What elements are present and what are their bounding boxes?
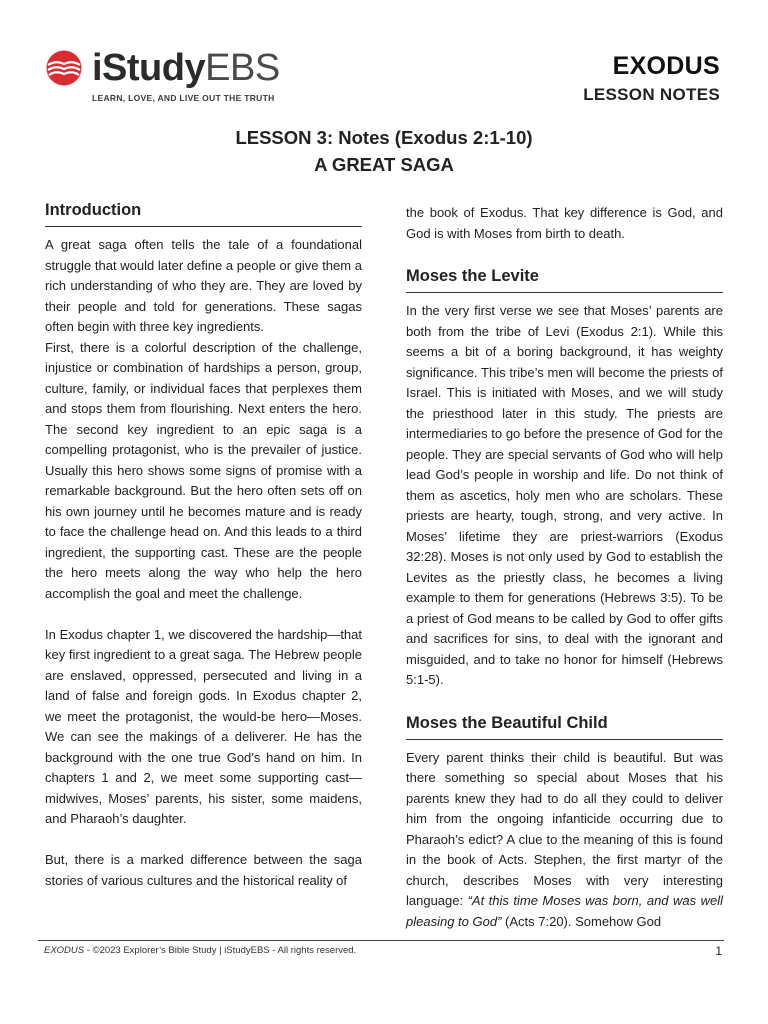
istudyebs-emblem-icon — [44, 48, 84, 88]
lesson-title-line1: LESSON 3: Notes (Exodus 2:1-10) — [235, 127, 533, 148]
beautiful-child-text-end: (Acts 7:20). Somehow God — [501, 913, 662, 929]
brand-wordmark — [92, 48, 280, 88]
intro-paragraph-4-continued: the book of Exodus. That key difference is God, and God is with Moses from birth to death. — [406, 205, 723, 241]
page-number: 1 — [715, 944, 722, 958]
beautiful-child-text: Every parent thinks their child is beautiful. But was there something so special about Moses that his parents knew they had to do all they could to deliver him from the ongoing infanticide occurring due to Pharaoh’s edict? A clue to the meaning of this is found in the book of Acts. Stephen, the first martyr of the church, describes Moses with very interesting language: — [406, 749, 723, 908]
brand-bold-text: iStudy — [92, 47, 206, 89]
acts-quote: “At this time Moses was born, and was well pleasing to God” — [406, 893, 723, 929]
lesson-title-line2: A GREAT SAGA — [314, 154, 454, 175]
intro-paragraph-2: First, there is a colorful description of the challenge, injustice or combination of hardships a person, group, culture, family, or individual faces that perplexes them and stops them from flourishing. Next enters the hero. The second key ingredient to an epic saga is a compelling protagonist, who is the prevailer of justice. Usually this hero shows some signs of promise with a remarkable background. But the hero often sets off on his own journey until he becomes mature and is ready to face the challenge head on. And this leads to a third ingredient, the supporting cast. These are the people the hero meets along the way who help the hero accomplish the goal and meet the challenge. — [45, 339, 362, 601]
istudyebs-logo[interactable] — [44, 48, 304, 108]
brand-tagline: LEARN, LOVE, AND LIVE OUT THE TRUTH — [92, 93, 275, 103]
beautiful-child-paragraph — [406, 748, 723, 933]
brand-light-text: EBS — [205, 47, 280, 89]
footer-divider — [38, 940, 724, 941]
book-title: EXODUS — [612, 52, 720, 80]
beautiful-child-heading: Moses the Beautiful Child — [406, 713, 723, 740]
intro-heading: Introduction — [45, 200, 362, 227]
intro-paragraph-4: But, there is a marked difference between the saga stories of various cultures and the historical reality of — [45, 852, 362, 888]
footer-book: EXODUS — [44, 945, 85, 956]
right-column — [406, 203, 723, 932]
lesson-notes-label: LESSON NOTES — [583, 85, 720, 104]
footer-rights: - ©2023 Explorer’s Bible Study | iStudyEBS - All rights reserved. — [84, 945, 357, 956]
intro-paragraph-3: In Exodus chapter 1, we discovered the hardship—that key first ingredient to a great saga. The Hebrew people are enslaved, oppressed, persecuted and living in a land of false and foreign gods. In Exodus chapter 2, we meet the protagonist, the would-be hero—Moses. We can see the makings of a deliverer. He has the background with the one true God’s hand on him. In chapters 1 and 2, we meet some supporting cast—midwives, Moses’ parents, his sister, some maidens, and Pharaoh’s daughter. — [45, 626, 362, 826]
left-column — [45, 200, 362, 891]
lesson-title — [0, 124, 768, 178]
levite-heading: Moses the Levite — [406, 266, 723, 293]
levite-paragraph: In the very first verse we see that Moses’ parents are both from the tribe of Levi (Exodus 2:1). While this seems a bit of a boring background, it has weighty significance. This tribe’s men will become the priests of Israel. This is initiated with Moses, and we will study the priesthood later in this study. The priests are intermediaries to go before the presence of God for the people. They are special servants of God who will help lead God’s people in worship and life. Do not think of them as ascetics, holy men who are scholars. These priests are hearty, tough, strong, and very active. In Moses’ lifetime they are priest-warriors (Exodus 32:28). Moses is not only used by God to establish the Levites as the priestly class, he becomes a living example to them for generations (Hebrews 3:5). To be a priest of God means to be called by God to offer gifts and sacrifices for sins, to deal with the ignorant and misguided, and to take no honor for himself (Hebrews 5:1-5). — [406, 303, 723, 687]
footer-copyright — [44, 945, 356, 956]
intro-paragraph-1: A great saga often tells the tale of a foundational struggle that would later define a people or give them a rich understanding of who they are. They are loved by their people and told for generations. These sagas often begin with three key ingredients. — [45, 237, 362, 334]
